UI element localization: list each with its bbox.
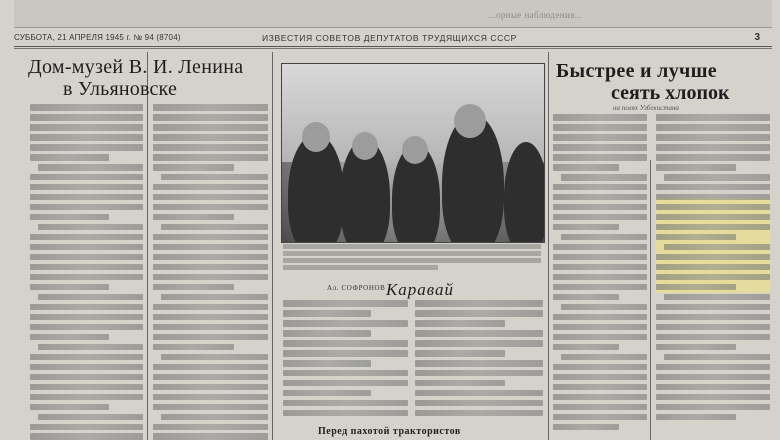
ghost-text: ...орные наблюдения... xyxy=(488,10,583,20)
masthead-rule-2 xyxy=(14,48,772,49)
issue-date: СУББОТА, 21 АПРЕЛЯ 1945 г. № 94 (8704) xyxy=(14,33,181,42)
right-article-column-2 xyxy=(656,114,770,440)
news-photograph xyxy=(281,63,545,243)
photo-face xyxy=(352,132,378,160)
column-divider xyxy=(147,52,148,440)
bottom-article-heading: Перед пахотой трактористов xyxy=(318,426,461,437)
poem-title: Каравай xyxy=(386,280,455,299)
strip-rule xyxy=(14,27,772,28)
left-article-column-2 xyxy=(153,104,268,440)
poem-author: Ал. СОФРОНОВ xyxy=(327,284,386,292)
photo-face xyxy=(454,104,486,138)
right-headline-subline: на полях Узбекистана xyxy=(613,104,679,112)
photo-caption xyxy=(283,244,541,270)
right-headline-line2: сеять хлопок xyxy=(611,82,730,104)
previous-page-strip xyxy=(14,0,772,28)
photo-face xyxy=(302,122,330,152)
column-divider xyxy=(548,52,549,440)
left-headline-line2: в Ульяновске xyxy=(63,78,178,100)
newspaper-title: ИЗВЕСТИЯ СОВЕТОВ ДЕПУТАТОВ ТРУДЯЩИХСЯ СССР xyxy=(262,33,517,43)
masthead-rule xyxy=(14,46,772,47)
photo-face xyxy=(402,136,428,164)
left-headline-line1: Дом-музей В. И. Ленина xyxy=(28,56,244,78)
column-divider xyxy=(650,160,651,440)
masthead xyxy=(14,33,770,47)
poem-column-2 xyxy=(415,300,543,422)
column-divider xyxy=(272,52,273,440)
page-number: 3 xyxy=(754,32,760,43)
right-article-column-1 xyxy=(553,114,647,440)
poem-column-1 xyxy=(283,300,408,422)
photo-figure xyxy=(504,142,545,243)
left-article-column-1 xyxy=(30,104,143,440)
right-headline-line1: Быстрее и лучше xyxy=(556,60,717,82)
